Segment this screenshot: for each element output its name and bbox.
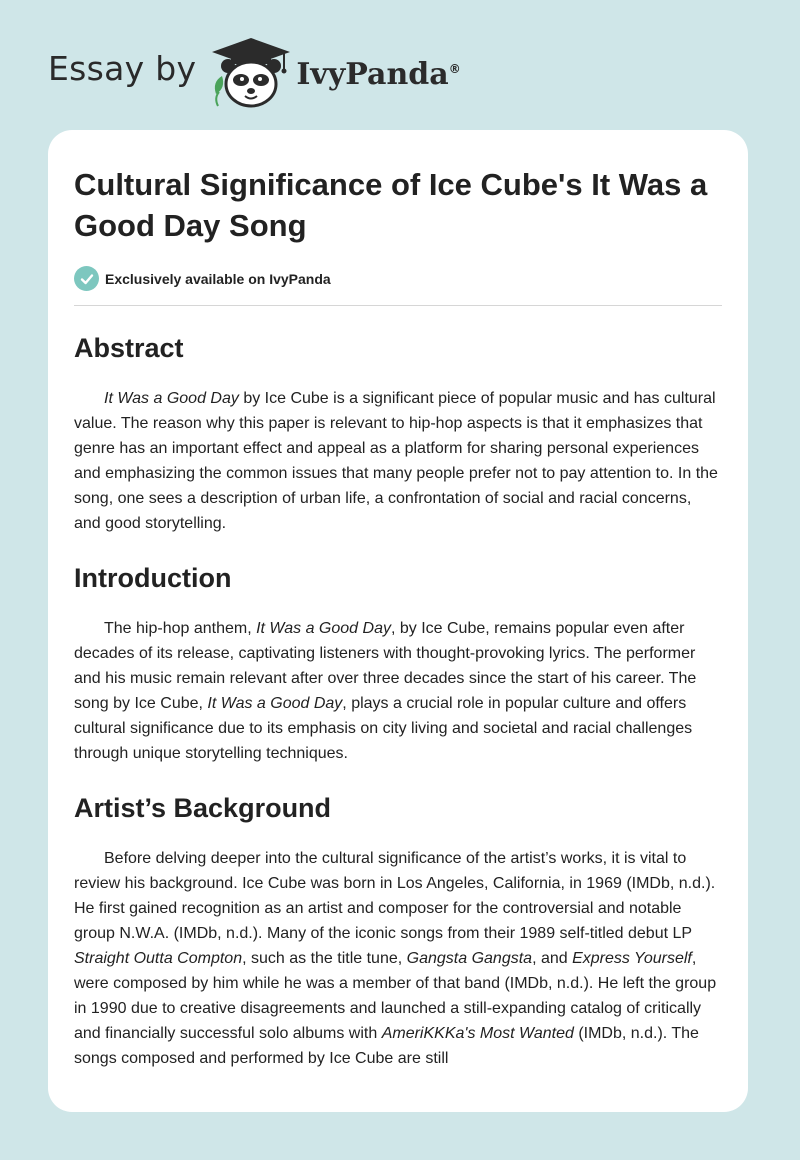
- essay-title: Cultural Significance of Ice Cube's It Was a Good Day Song: [74, 167, 708, 243]
- section-introduction: [74, 562, 722, 766]
- section-artists-background: [74, 792, 722, 1071]
- paragraph-text: , by Ice Cube, remains popular even after decades of its release, captivating listeners with thought-provoking lyrics. The performer and his music remain relevant after over three decades since the start of his career. The song by Ice Cube,: [74, 620, 697, 712]
- section-heading: Abstract: [74, 333, 184, 363]
- paragraph-text: by Ice Cube is a significant piece of popular music and has cultural value. The reason why this paper is relevant to hip-hop aspects is that it emphasizes that genre has an important effect and appeal as a platform for sharing personal experiences and emphasizing the common issues that many people prefer not to pay attention to. In the song, one sees a description of urban life, a confrontation of social and racial concerns, and good storytelling.: [74, 390, 718, 532]
- section-heading: Artist’s Background: [74, 793, 332, 823]
- italic-title-text: It Was a Good Day: [256, 620, 391, 637]
- paragraph-text: , and: [532, 950, 573, 967]
- paragraph-text: The hip-hop anthem,: [104, 620, 257, 637]
- italic-title-text: AmeriKKKa's Most Wanted: [381, 1025, 574, 1042]
- exclusive-badge-row: [74, 266, 722, 306]
- panda-graduate-icon: [208, 36, 294, 108]
- section-paragraph: [74, 386, 722, 536]
- paragraph-text: (IMDb, n.d.). The songs composed and performed by Ice Cube are still: [74, 1025, 699, 1067]
- checkmark-icon: [74, 266, 99, 291]
- essay-body: [74, 332, 722, 1071]
- italic-title-text: Express Yourself: [572, 950, 692, 967]
- brand-name: [296, 57, 460, 92]
- essay-card: [48, 130, 748, 1112]
- italic-title-text: Gangsta Gangsta: [406, 950, 533, 967]
- paragraph-text: , were composed by him while he was a member of that band (IMDb, n.d.). He left the group in 1990 due to creative disagreements and launched a still-expanding catalog of critically and financially successful solo albums with: [74, 950, 717, 1042]
- paragraph-text: , such as the title tune,: [242, 950, 407, 967]
- exclusive-label: Exclusively available on IvyPanda: [105, 270, 331, 287]
- paragraph-text: Before delving deeper into the cultural significance of the artist’s works, it is vital to review his background. Ice Cube was born in Los Angeles, California, in 1969 (IMDb, n.d.). He first gained recognition as an artist and composer for the controversial and notable group N.W.A. (IMDb, n.d.). Many of the iconic songs from their 1989 self-titled debut LP: [74, 850, 716, 942]
- registered-mark: ®: [448, 61, 461, 76]
- section-abstract: [74, 332, 722, 536]
- italic-title-text: It Was a Good Day: [104, 390, 239, 407]
- section-heading: Introduction: [74, 563, 232, 593]
- brand-name-text: IvyPanda: [296, 56, 449, 92]
- paragraph-text: , plays a crucial role in popular culture and offers cultural significance due to its emphasis on city living and societal and racial challenges through unique storytelling techniques.: [74, 695, 693, 762]
- italic-title-text: Straight Outta Compton: [74, 950, 243, 967]
- brand-prefix: Essay by: [48, 48, 197, 88]
- section-paragraph: [74, 616, 722, 766]
- section-paragraph: [74, 846, 722, 1071]
- italic-title-text: It Was a Good Day: [207, 695, 343, 712]
- brand-header[interactable]: [48, 36, 461, 108]
